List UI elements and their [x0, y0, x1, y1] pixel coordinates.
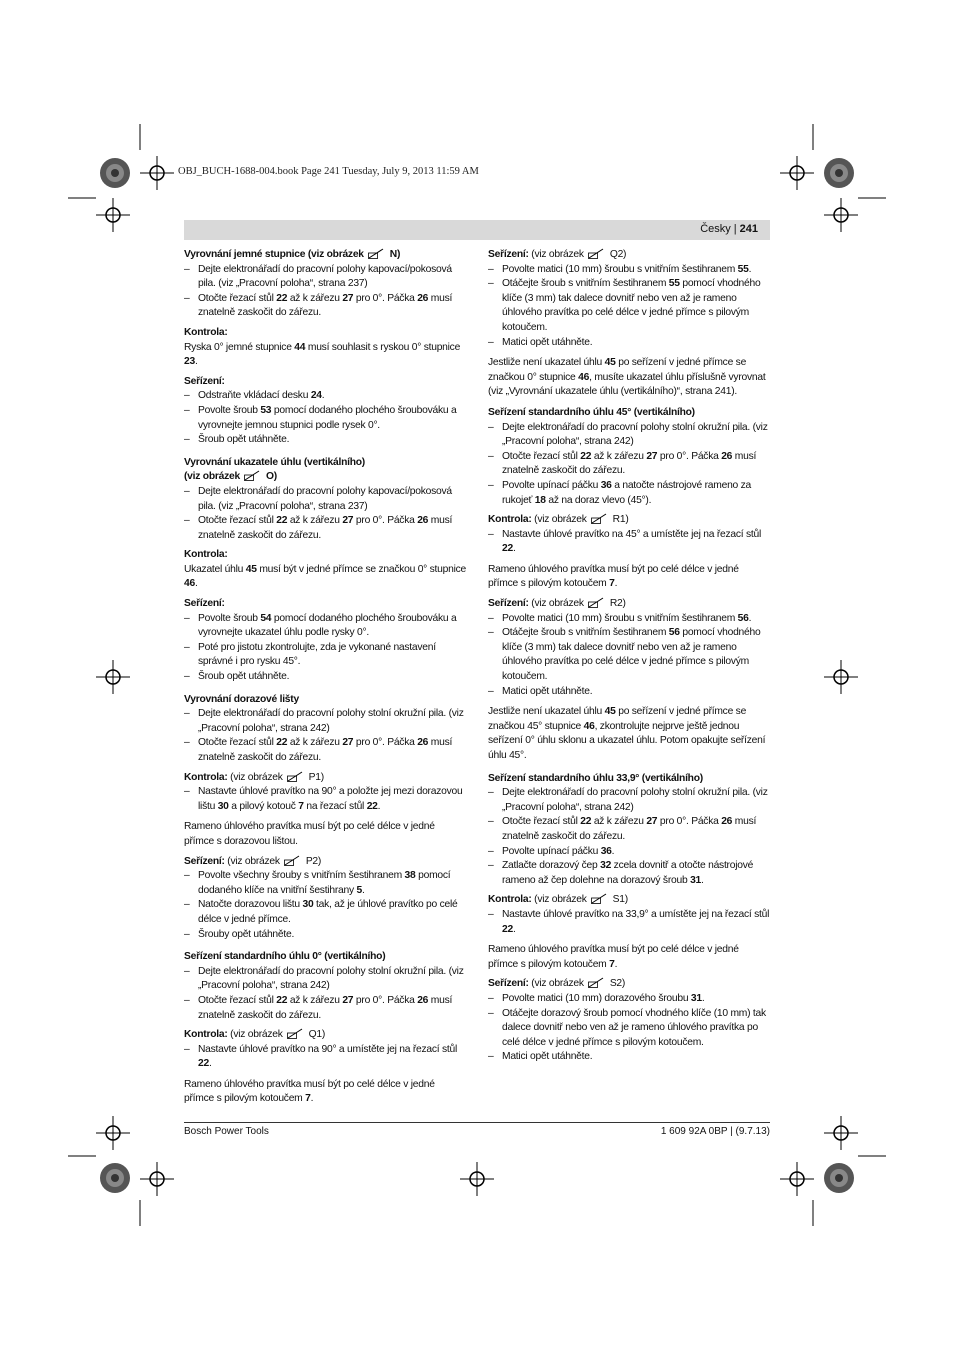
- instruction-list: [184, 612, 466, 685]
- list-item: – Šroub opět utáhněte.: [184, 433, 466, 448]
- instruction-list: [184, 965, 466, 1023]
- figure-reference-icon: [368, 248, 384, 259]
- instruction-list: [488, 992, 770, 1065]
- page-number: 241: [739, 223, 758, 235]
- list-item: – Otočte řezací stůl 22 až k zářezu 27 pro 0°. Páčka 26 musí znatelně zaskočit do zářezu.: [184, 514, 466, 543]
- serizeni-label: Seřízení: (viz obrázek Q2): [488, 249, 627, 260]
- list-item: – Otočte řezací stůl 22 až k zářezu 27 pro 0°. Páčka 26 musí znatelně zaskočit do zářezu.: [184, 292, 466, 321]
- list-item: – Otáčejte šroub s vnitřním šestihranem 55 pomocí vhodného klíče (3 mm) tak dalece dovnitř nebo ven až je rameno úhlového pravítka po celé délce v jedné přímce s pilovým kotoučem.: [488, 277, 770, 335]
- figure-reference-icon: [591, 513, 607, 524]
- list-item: – Zatlačte dorazový čep 32 zcela dovnitř a otočte nástrojové rameno až čep dolehne na dorazový šroub 31.: [488, 859, 770, 888]
- paragraph: Jestliže není ukazatel úhlu 45 po seřízení v jedné přímce se značkou 45° stupnice 46, zkontrolujte nejprve ještě jednou seřízení 0° úhlu sklonu a ukazatel úhlu. Potom opakujte seřízení úhlu 45°.: [488, 706, 766, 761]
- instruction-list: [184, 785, 466, 814]
- list-item: – Povolte matici (10 mm) šroubu s vnitřním šestihranem 55.: [488, 263, 770, 278]
- list-item: – Matici opět utáhněte.: [488, 685, 770, 700]
- list-item: – Povolte upínací páčku 36.: [488, 845, 770, 860]
- figure-reference-icon: [588, 977, 604, 988]
- footer-doc-number: 1 609 92A 0BP | (9.7.13): [660, 1126, 770, 1137]
- instruction-list: [184, 485, 466, 543]
- list-item: – Matici opět utáhněte.: [488, 336, 770, 351]
- list-item: – Otáčejte šroub s vnitřním šestihranem 56 pomocí vhodného klíče (3 mm) tak dalece dovnitř nebo ven až je rameno úhlového pravítka po celé délce v jedné přímce s pilovým kotoučem.: [488, 626, 770, 684]
- print-job-info: OBJ_BUCH-1688-004.book Page 241 Tuesday, July 9, 2013 11:59 AM: [178, 166, 479, 177]
- instruction-list: [488, 786, 770, 888]
- footer-brand: Bosch Power Tools: [184, 1126, 269, 1137]
- serizeni-label: Seřízení: (viz obrázek P2): [184, 855, 322, 867]
- list-item: – Dejte elektronářadí do pracovní polohy kapovací/pokosová pila. (viz „Pracovní poloha“, strana 237): [184, 263, 466, 292]
- header-language: Česky: [700, 223, 731, 235]
- paragraph: Rameno úhlového pravítka musí být po celé délce v jedné přímce s dorazovou lištou.: [184, 821, 435, 847]
- list-item: – Otočte řezací stůl 22 až k zářezu 27 pro 0°. Páčka 26 musí znatelně zaskočit do zářezu.: [184, 994, 466, 1023]
- kontrola-label: Kontrola: (viz obrázek Q1): [184, 1029, 326, 1041]
- list-item: – Nastavte úhlové pravítko na 33,9° a umístěte jej na řezací stůl 22.: [488, 908, 770, 937]
- section-heading: Seřízení standardního úhlu 33,9° (vertikálního): [488, 772, 703, 784]
- serizeni-label: Seřízení: (viz obrázek S2): [488, 978, 626, 990]
- right-column: [488, 248, 770, 1065]
- list-item: – Otočte řezací stůl 22 až k zářezu 27 pro 0°. Páčka 26 musí znatelně zaskočit do zářezu.: [184, 736, 466, 765]
- paragraph: Rameno úhlového pravítka musí být po celé délce v jedné přímce s pilovým kotoučem 7.: [488, 563, 739, 590]
- list-item: – Povolte matici (10 mm) dorazového šroubu 31.: [488, 992, 770, 1007]
- kontrola-label: Kontrola: (viz obrázek S1): [488, 894, 628, 906]
- list-item: – Dejte elektronářadí do pracovní polohy stolní okružní pila. (viz „Pracovní poloha“, strana 242): [184, 965, 466, 994]
- list-item: – Dejte elektronářadí do pracovní polohy stolní okružní pila. (viz „Pracovní poloha“, strana 242): [184, 707, 466, 736]
- paragraph: Ukazatel úhlu 45 musí být v jedné přímce se značkou 0° stupnice 46.: [184, 563, 467, 590]
- kontrola-label: Kontrola: (viz obrázek R1): [488, 514, 629, 526]
- section-heading: Vyrovnání jemné stupnice (viz obrázek N): [184, 249, 401, 260]
- paragraph: Jestliže není ukazatel úhlu 45 po seřízení v jedné přímce se značkou 0° stupnice 46, musíte ukazatel úhlu příslušně vyrovnat (viz „Vyrovnání ukazatele úhlu (vertikálního)“, strana 241).: [488, 357, 766, 398]
- list-item: – Odstraňte vkládací desku 24.: [184, 389, 466, 404]
- figure-reference-icon: [284, 855, 300, 866]
- paragraph: Ryska 0° jemné stupnice 44 musí souhlasit s ryskou 0° stupnice 23.: [184, 341, 461, 368]
- instruction-list: [488, 263, 770, 351]
- list-item: – Nastavte úhlové pravítko na 45° a umístěte jej na řezací stůl 22.: [488, 528, 770, 557]
- list-item: – Dejte elektronářadí do pracovní polohy kapovací/pokosová pila. (viz „Pracovní poloha“, strana 237): [184, 485, 466, 514]
- list-item: – Povolte šroub 54 pomocí dodaného plochého šroubováku a vyrovnejte ukazatel úhlu podle rysky 0°.: [184, 612, 466, 641]
- section-heading: Seřízení standardního úhlu 0° (vertikálního): [184, 951, 386, 963]
- section-heading: Seřízení standardního úhlu 45° (vertikálního): [488, 406, 695, 418]
- instruction-list: [184, 1043, 466, 1072]
- list-item: – Nastavte úhlové pravítko na 90° a položte jej mezi dorazovou lištu 30 a pilový kotouč 7 na řezací stůl 22.: [184, 785, 466, 814]
- figure-reference-icon: [244, 470, 260, 481]
- paragraph: Rameno úhlového pravítka musí být po celé délce v jedné přímce s pilovým kotoučem 7.: [488, 944, 739, 970]
- kontrola-label: Kontrola:: [184, 549, 228, 561]
- list-item: – Šroub opět utáhněte.: [184, 670, 466, 685]
- page-header: [184, 220, 770, 240]
- list-item: – Dejte elektronářadí do pracovní polohy stolní okružní pila. (viz „Pracovní poloha“, strana 242): [488, 786, 770, 815]
- list-item: – Otočte řezací stůl 22 až k zářezu 27 pro 0°. Páčka 26 musí znatelně zaskočit do zářezu.: [488, 815, 770, 844]
- instruction-list: [184, 389, 466, 447]
- instruction-list: [488, 908, 770, 937]
- instruction-list: [184, 707, 466, 765]
- figure-reference-icon: [287, 1028, 303, 1039]
- section-heading: Vyrovnání dorazové lišty: [184, 693, 299, 705]
- kontrola-label: Kontrola: (viz obrázek P1): [184, 771, 324, 783]
- section-heading: Vyrovnání ukazatele úhlu (vertikálního) (viz obrázek O): [184, 456, 365, 483]
- list-item: – Šrouby opět utáhněte.: [184, 928, 466, 943]
- list-item: – Povolte upínací páčku 36 a natočte nástrojové rameno za rukojeť 18 až na doraz vlevo (45°).: [488, 479, 770, 508]
- list-item: – Povolte matici (10 mm) šroubu s vnitřním šestihranem 56.: [488, 612, 770, 627]
- list-item: – Natočte dorazovou lištu 30 tak, až je úhlové pravítko po celé délce v jedné přímce.: [184, 898, 466, 927]
- list-item: – Otáčejte dorazový šroub pomocí vhodného klíče (10 mm) tak dalece dovnitř nebo ven až je rameno úhlového pravítka po celé délce v jedné přímce s pilovým kotoučem.: [488, 1007, 770, 1051]
- instruction-list: [488, 612, 770, 700]
- list-item: – Otočte řezací stůl 22 až k zářezu 27 pro 0°. Páčka 26 musí znatelně zaskočit do zářezu.: [488, 450, 770, 479]
- list-item: – Dejte elektronářadí do pracovní polohy stolní okružní pila. (viz „Pracovní poloha“, strana 242): [488, 421, 770, 450]
- serizeni-label: Seřízení:: [184, 375, 225, 387]
- instruction-list: [488, 528, 770, 557]
- figure-reference-icon: [588, 248, 604, 259]
- left-column: [184, 248, 466, 1107]
- list-item: – Matici opět utáhněte.: [488, 1050, 770, 1065]
- kontrola-label: Kontrola:: [184, 326, 228, 338]
- figure-reference-icon: [588, 597, 604, 608]
- paragraph: Rameno úhlového pravítka musí být po celé délce v jedné přímce s pilovým kotoučem 7.: [184, 1078, 435, 1105]
- instruction-list: [184, 263, 466, 321]
- figure-reference-icon: [287, 771, 303, 782]
- instruction-list: [184, 869, 466, 942]
- list-item: – Poté pro jistotu zkontrolujte, zda je vykonané nastavení správné i pro rysku 45°.: [184, 641, 466, 670]
- footer-divider: [184, 1122, 770, 1123]
- list-item: – Povolte šroub 53 pomocí dodaného plochého šroubováku a vyrovnejte jemnou stupnici podle rysek 0°.: [184, 404, 466, 433]
- serizeni-label: Seřízení:: [184, 598, 225, 610]
- list-item: – Povolte všechny šrouby s vnitřním šestihranem 38 pomocí dodaného klíče na vnitřní šestihrany 5.: [184, 869, 466, 898]
- serizeni-label: Seřízení: (viz obrázek R2): [488, 598, 626, 610]
- figure-reference-icon: [591, 893, 607, 904]
- instruction-list: [488, 421, 770, 509]
- header-language-page: Česky | 241: [700, 223, 758, 235]
- list-item: – Nastavte úhlové pravítko na 90° a umístěte jej na řezací stůl 22.: [184, 1043, 466, 1072]
